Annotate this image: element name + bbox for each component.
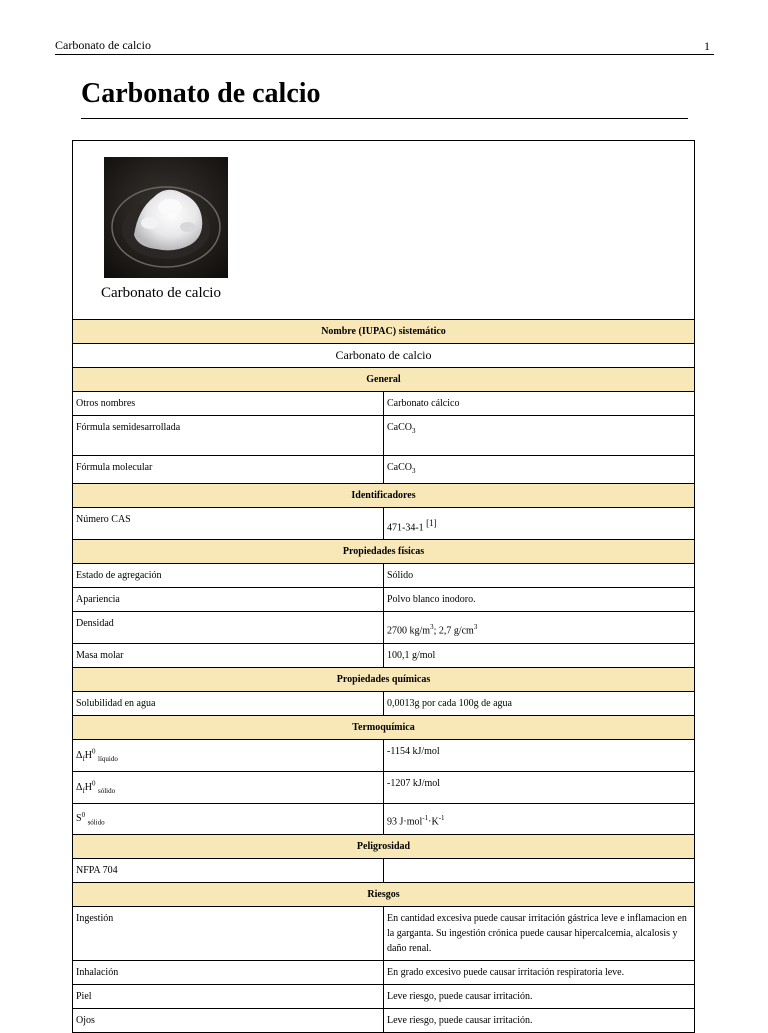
table-row xyxy=(73,612,694,643)
row-label xyxy=(73,803,384,834)
table-row xyxy=(73,858,694,882)
row-value: Leve riesgo, puede causar irritación. xyxy=(384,1008,695,1032)
table-row xyxy=(73,1008,694,1032)
section-row xyxy=(73,667,694,691)
row-value: -1207 kJ/mol xyxy=(384,771,695,803)
symbol-subscript: f xyxy=(82,786,85,795)
section-header-fisicas: Propiedades físicas xyxy=(73,540,694,564)
table-row xyxy=(73,906,694,960)
row-value xyxy=(384,456,695,484)
cas-number: 471-34-1 xyxy=(387,522,424,534)
table-row xyxy=(73,564,694,588)
article-title: Carbonato de calcio xyxy=(81,78,321,109)
symbol-subscript: sólido xyxy=(87,817,105,826)
row-label: Solubilidad en agua xyxy=(73,691,384,715)
row-value xyxy=(384,803,695,834)
row-label: Masa molar xyxy=(73,643,384,667)
symbol-superscript: 0 xyxy=(81,810,86,819)
row-label: Fórmula molecular xyxy=(73,456,384,484)
properties-table xyxy=(73,320,694,1032)
section-row xyxy=(73,834,694,858)
row-value: Sólido xyxy=(384,564,695,588)
row-label xyxy=(73,771,384,803)
image-cell xyxy=(73,141,694,320)
symbol-subscript: sólido xyxy=(98,786,116,795)
row-value: Polvo blanco inodoro. xyxy=(384,588,695,612)
row-value xyxy=(384,416,695,456)
row-value: 100,1 g/mol xyxy=(384,643,695,667)
entropy-superscript: -1 xyxy=(422,813,429,822)
table-row xyxy=(73,456,694,484)
density-superscript: 3 xyxy=(473,623,478,632)
row-label: Ingestión xyxy=(73,906,384,960)
symbol-subscript: líquido xyxy=(98,754,118,763)
calcium-carbonate-photo xyxy=(104,157,228,278)
table-row xyxy=(73,691,694,715)
formula-text: CaCO xyxy=(387,462,412,473)
table-row xyxy=(73,771,694,803)
table-row xyxy=(73,588,694,612)
row-label: Apariencia xyxy=(73,588,384,612)
row-label: Número CAS xyxy=(73,508,384,540)
section-header-general: General xyxy=(73,368,694,392)
page-number: 1 xyxy=(704,39,710,53)
cas-reference-link[interactable]: [1] xyxy=(426,518,437,528)
section-row xyxy=(73,882,694,906)
symbol-subscript: f xyxy=(82,754,85,763)
symbol-main: S xyxy=(76,812,82,824)
row-label: Densidad xyxy=(73,612,384,643)
entropy-value: ·K xyxy=(428,815,439,827)
symbol-main: Δ xyxy=(76,781,83,793)
section-row xyxy=(73,715,694,739)
page-header xyxy=(55,38,714,55)
table-row xyxy=(73,643,694,667)
row-value xyxy=(384,508,695,540)
row-value: Carbonato cálcico xyxy=(384,392,695,416)
section-header-peligrosidad: Peligrosidad xyxy=(73,834,694,858)
symbol-main: H xyxy=(84,749,93,761)
formula-subscript: 3 xyxy=(412,427,416,435)
row-value: Leve riesgo, puede causar irritación. xyxy=(384,984,695,1008)
row-label: Ojos xyxy=(73,1008,384,1032)
image-caption: Carbonato de calcio xyxy=(101,285,221,301)
row-value: En grado excesivo puede causar irritación respiratoria leve. xyxy=(384,960,695,984)
title-rule xyxy=(81,118,688,119)
table-row xyxy=(73,739,694,771)
symbol-superscript: 0 xyxy=(92,747,96,756)
iupac-name: Carbonato de calcio xyxy=(73,344,694,368)
row-value: -1154 kJ/mol xyxy=(384,739,695,771)
section-row xyxy=(73,540,694,564)
density-value: ; 2,7 g/cm xyxy=(433,625,474,637)
table-row xyxy=(73,803,694,834)
running-title: Carbonato de calcio xyxy=(55,38,151,52)
table-row xyxy=(73,984,694,1008)
section-header-identificadores: Identificadores xyxy=(73,484,694,508)
row-label: NFPA 704 xyxy=(73,858,384,882)
section-header-iupac: Nombre (IUPAC) sistemático xyxy=(73,320,694,344)
section-row xyxy=(73,484,694,508)
entropy-superscript: -1 xyxy=(438,813,445,822)
row-label: Estado de agregación xyxy=(73,564,384,588)
table-row xyxy=(73,344,694,368)
row-label: Inhalación xyxy=(73,960,384,984)
table-row xyxy=(73,392,694,416)
row-value: 0,0013g por cada 100g de agua xyxy=(384,691,695,715)
formula-subscript: 3 xyxy=(412,467,416,475)
section-header-quimicas: Propiedades químicas xyxy=(73,667,694,691)
symbol-superscript: 0 xyxy=(92,779,96,788)
row-label xyxy=(73,739,384,771)
section-header-riesgos: Riesgos xyxy=(73,882,694,906)
table-row xyxy=(73,960,694,984)
section-row xyxy=(73,320,694,344)
section-header-termo: Termoquímica xyxy=(73,715,694,739)
table-row xyxy=(73,508,694,540)
chem-infobox xyxy=(72,140,695,1033)
symbol-main: H xyxy=(84,781,93,793)
section-row xyxy=(73,368,694,392)
entropy-value: 93 J·mol xyxy=(387,815,423,827)
symbol-main: Δ xyxy=(76,749,83,761)
row-value xyxy=(384,612,695,643)
density-superscript: 3 xyxy=(430,623,434,632)
formula-text: CaCO xyxy=(387,422,412,433)
row-value: En cantidad excesiva puede causar irritación gástrica leve e inflamacion en la garganta. Su ingestión crónica puede causar hipercalcemia, alcalosis y daño renal. xyxy=(384,906,695,960)
row-label: Fórmula semidesarrollada xyxy=(73,416,384,456)
density-value: 2700 kg/m xyxy=(387,625,431,637)
row-label: Otros nombres xyxy=(73,392,384,416)
table-row xyxy=(73,416,694,456)
row-value xyxy=(384,858,695,882)
row-label: Piel xyxy=(73,984,384,1008)
